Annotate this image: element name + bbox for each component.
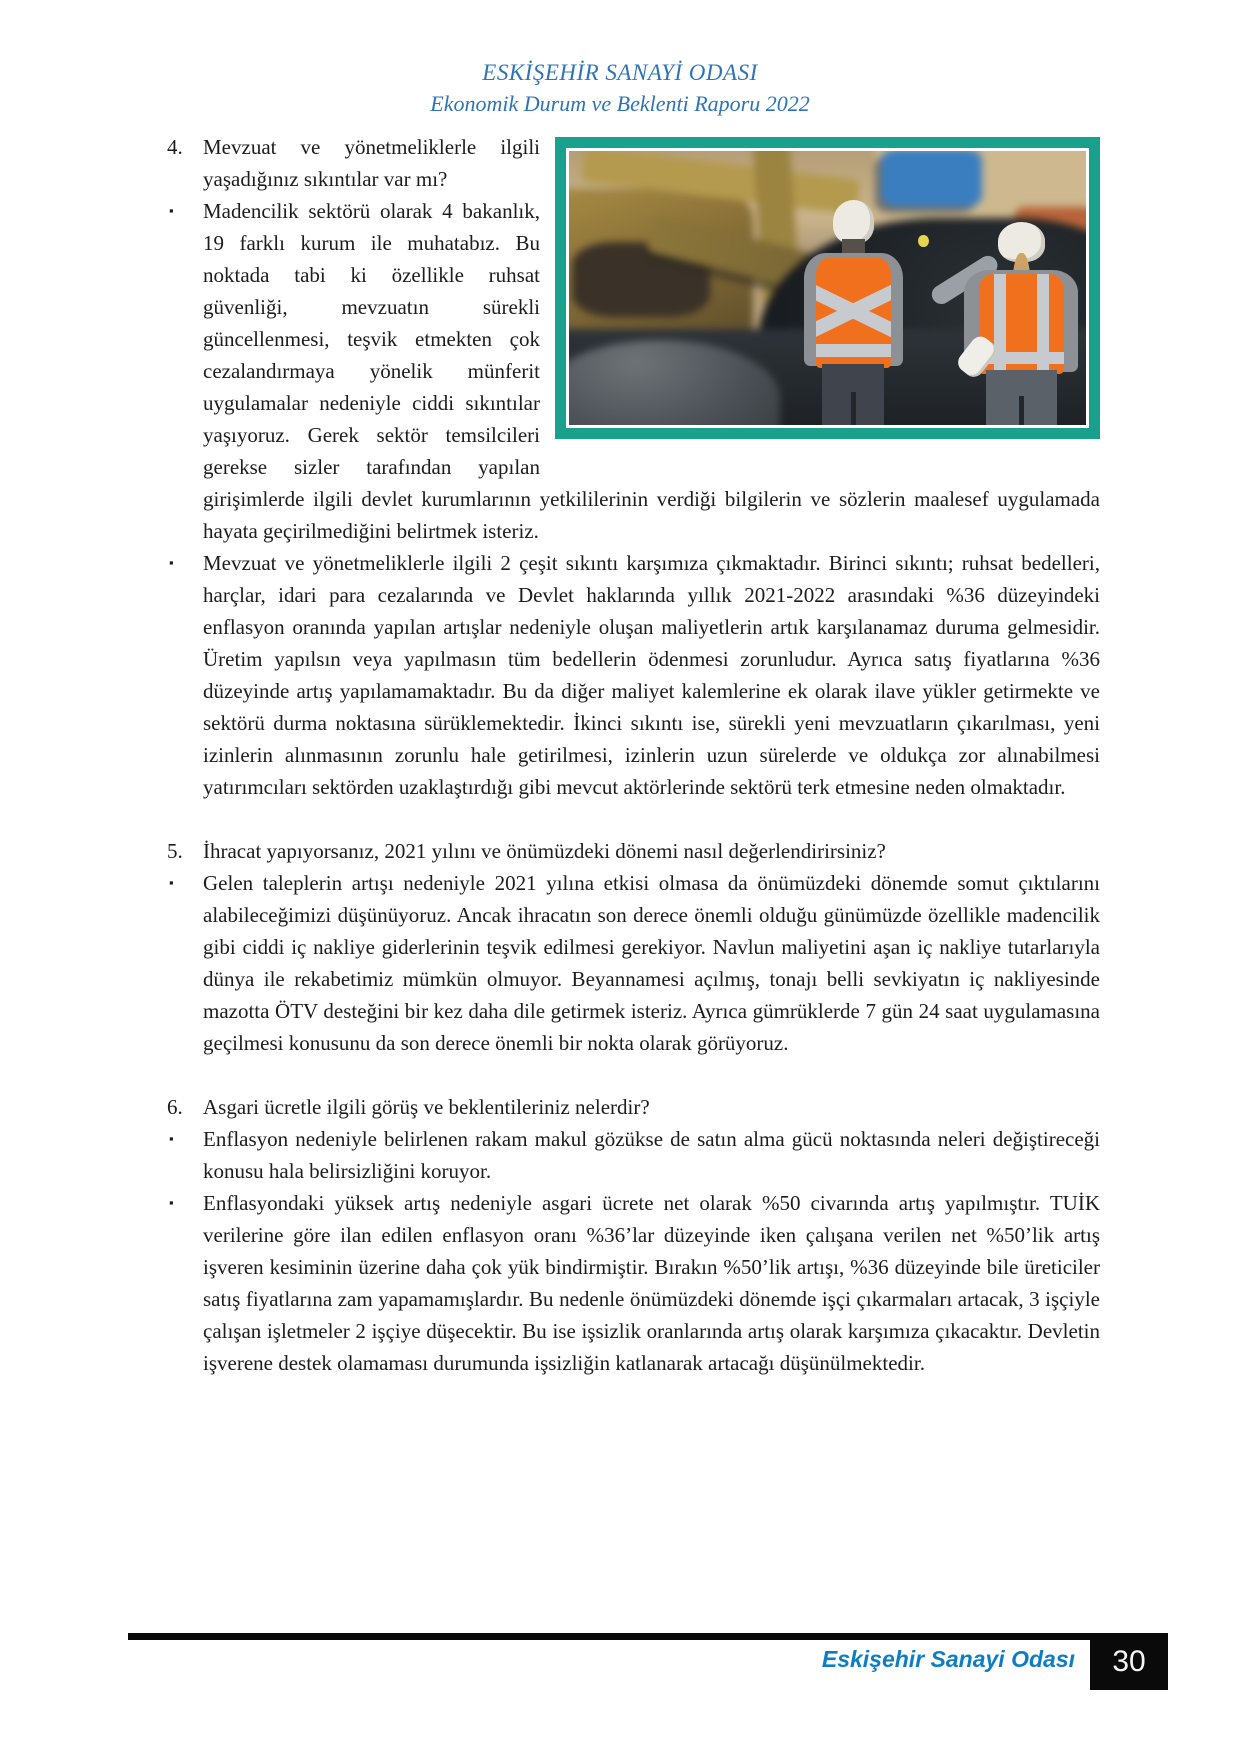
question-4-bullet-2 bbox=[165, 547, 1100, 803]
bullet-icon: ▪ bbox=[169, 203, 174, 218]
question-5-bullet-1 bbox=[165, 867, 1100, 1059]
footer-rule bbox=[128, 1633, 1090, 1640]
section-gap bbox=[165, 1059, 1100, 1091]
bullet-icon: ▪ bbox=[169, 1195, 174, 1210]
question-6-bullet-2-text: Enflasyondaki yüksek artış nedeniyle asgari ücrete net olarak %50 civarında artış yapılmıştır. TUİK verilerine göre ilan edilen enflasyon oranı %36’lar düzeyinde iken çalışana verilen net %50’lik artış işveren kesiminin üzerine daha çok yük bindirmiştir. Bırakın %50’lik artışı, %36 düzeyinde bile üreticiler satış fiyatlarına zam yapamamışlardır. Bu nedenle önümüzdeki dönemde işçi çıkarmaları artacak, 3 işçiyle çalışan işletmeler 2 işçiye düşecektir. Bu ise işsizlik oranlarında artış olarak karşımıza çıkacaktır. Devletin işverene destek olamaması durumunda işsizliğin katlanarak artacağı düşünülmektedir. bbox=[203, 1191, 1100, 1375]
page-number-badge bbox=[1090, 1633, 1168, 1690]
question-5-bullet-1-text: Gelen taleplerin artışı nedeniyle 2021 yılına etkisi olmasa da önümüzdeki dönemde somut çıktılarını alabileceğimizi düşünüyoruz. Ancak ihracatın son derece önemli olduğu günümüzde özellikle madencilik gibi ciddi iç nakliye giderlerinin teşvik edilmesi gerekiyor. Navlun maliyetini aşan iç nakliye tutarlarıyla dünya ile rekabetimiz mümkün olmuyor. Beyannamesi açılmış, tonajı belli sevkiyatın iç nakliyesinde mazotta ÖTV desteğini bir kez daha dile getirmek isteriz. Ayrıca gümrüklerde 7 gün 24 saat uygulamasına geçilmesi konusunu da son derece önemli bir nokta olarak görüyoruz. bbox=[203, 871, 1100, 1055]
question-4-number: 4. bbox=[167, 135, 183, 159]
question-5 bbox=[165, 835, 1100, 867]
bullet-icon: ▪ bbox=[169, 875, 174, 890]
footer-organization-name: Eskişehir Sanayi Odası bbox=[821, 1646, 1075, 1672]
question-4-text: Mevzuat ve yönetmeliklerle ilgili yaşadığınız sıkıntılar var mı? bbox=[203, 135, 540, 191]
question-6-bullet-2 bbox=[165, 1187, 1100, 1379]
question-6-bullet-1 bbox=[165, 1123, 1100, 1187]
question-5-text: İhracat yapıyorsanız, 2021 yılını ve önümüzdeki dönemi nasıl değerlendirirsiniz? bbox=[203, 839, 886, 863]
page-body bbox=[165, 131, 1100, 1379]
report-org-title: ESKİŞEHİR SANAYİ ODASI bbox=[482, 60, 758, 85]
question-4-bullet-1-text: Madencilik sektörü olarak 4 bakanlık, 19 farklı kurum ile muhatabız. Bu noktada tabi ki özellikle ruhsat güvenliği, mevzuatın sürekli güncellenmesi, teşvik etmekten çok cezalandırmaya yönelik münferit uygulamalar nedeniyle ciddi sıkıntılar yaşıyoruz. Gerek sektör temsilcileri gerekse sizler tarafından yapılan girişimlerde ilgili devlet kurumlarının yetkililerinin verdiği bilgilerin ve sözlerin maalesef uygulamada hayata geçirilmediğini belirtmek isteriz. bbox=[203, 199, 1100, 543]
report-subtitle: Ekonomik Durum ve Beklenti Raporu 2022 bbox=[430, 91, 810, 116]
question-4-bullet-2-text: Mevzuat ve yönetmeliklerle ilgili 2 çeşit sıkıntı karşımıza çıkmaktadır. Birinci sıkıntı; ruhsat bedelleri, harçlar, idari para cezalarında ve Devlet haklarında yıllık 2021-2022 arasındaki %36 düzeyindeki enflasyon oranında yapılan artışlar nedeniyle oluşan maliyetlerin artık karşılanamaz duruma gelmesidir. Üretim yapılsın veya yapılmasın tüm bedellerin ödenmesi zorunludur. Ayrıca satış fiyatlarına %36 düzeyinde artış yapılamamaktadır. Bu da diğer maliyet kalemlerine ek olarak ilave yükler getirmekte ve sektörü durma noktasına sürüklemektedir. İkinci sıkıntı ise, sürekli yeni mevzuatların çıkarılması, yeni izinlerin alınmasının zorunlu hale getirilmesi, izinlerin uzun sürelerde ve oldukça zor alınabilmesi yatırımcıları sektörden uzaklaştırdığı gibi mevcut aktörlerinde sektörü terk etmesine neden olmaktadır. bbox=[203, 551, 1100, 799]
page-number: 30 bbox=[1112, 1644, 1146, 1678]
question-4 bbox=[165, 131, 1100, 195]
section-gap bbox=[165, 803, 1100, 835]
question-6-text: Asgari ücretle ilgili görüş ve beklentileriniz nelerdir? bbox=[203, 1095, 650, 1119]
report-header bbox=[0, 0, 1240, 117]
question-5-number: 5. bbox=[167, 839, 183, 863]
question-4-bullet-1 bbox=[165, 195, 1100, 547]
bullet-icon: ▪ bbox=[169, 1131, 174, 1146]
question-6 bbox=[165, 1091, 1100, 1123]
question-6-number: 6. bbox=[167, 1095, 183, 1119]
bullet-icon: ▪ bbox=[169, 555, 174, 570]
question-6-bullet-1-text: Enflasyon nedeniyle belirlenen rakam makul gözükse de satın alma gücü noktasında neleri değiştireceği konusu hala belirsizliğini koruyor. bbox=[203, 1127, 1100, 1183]
